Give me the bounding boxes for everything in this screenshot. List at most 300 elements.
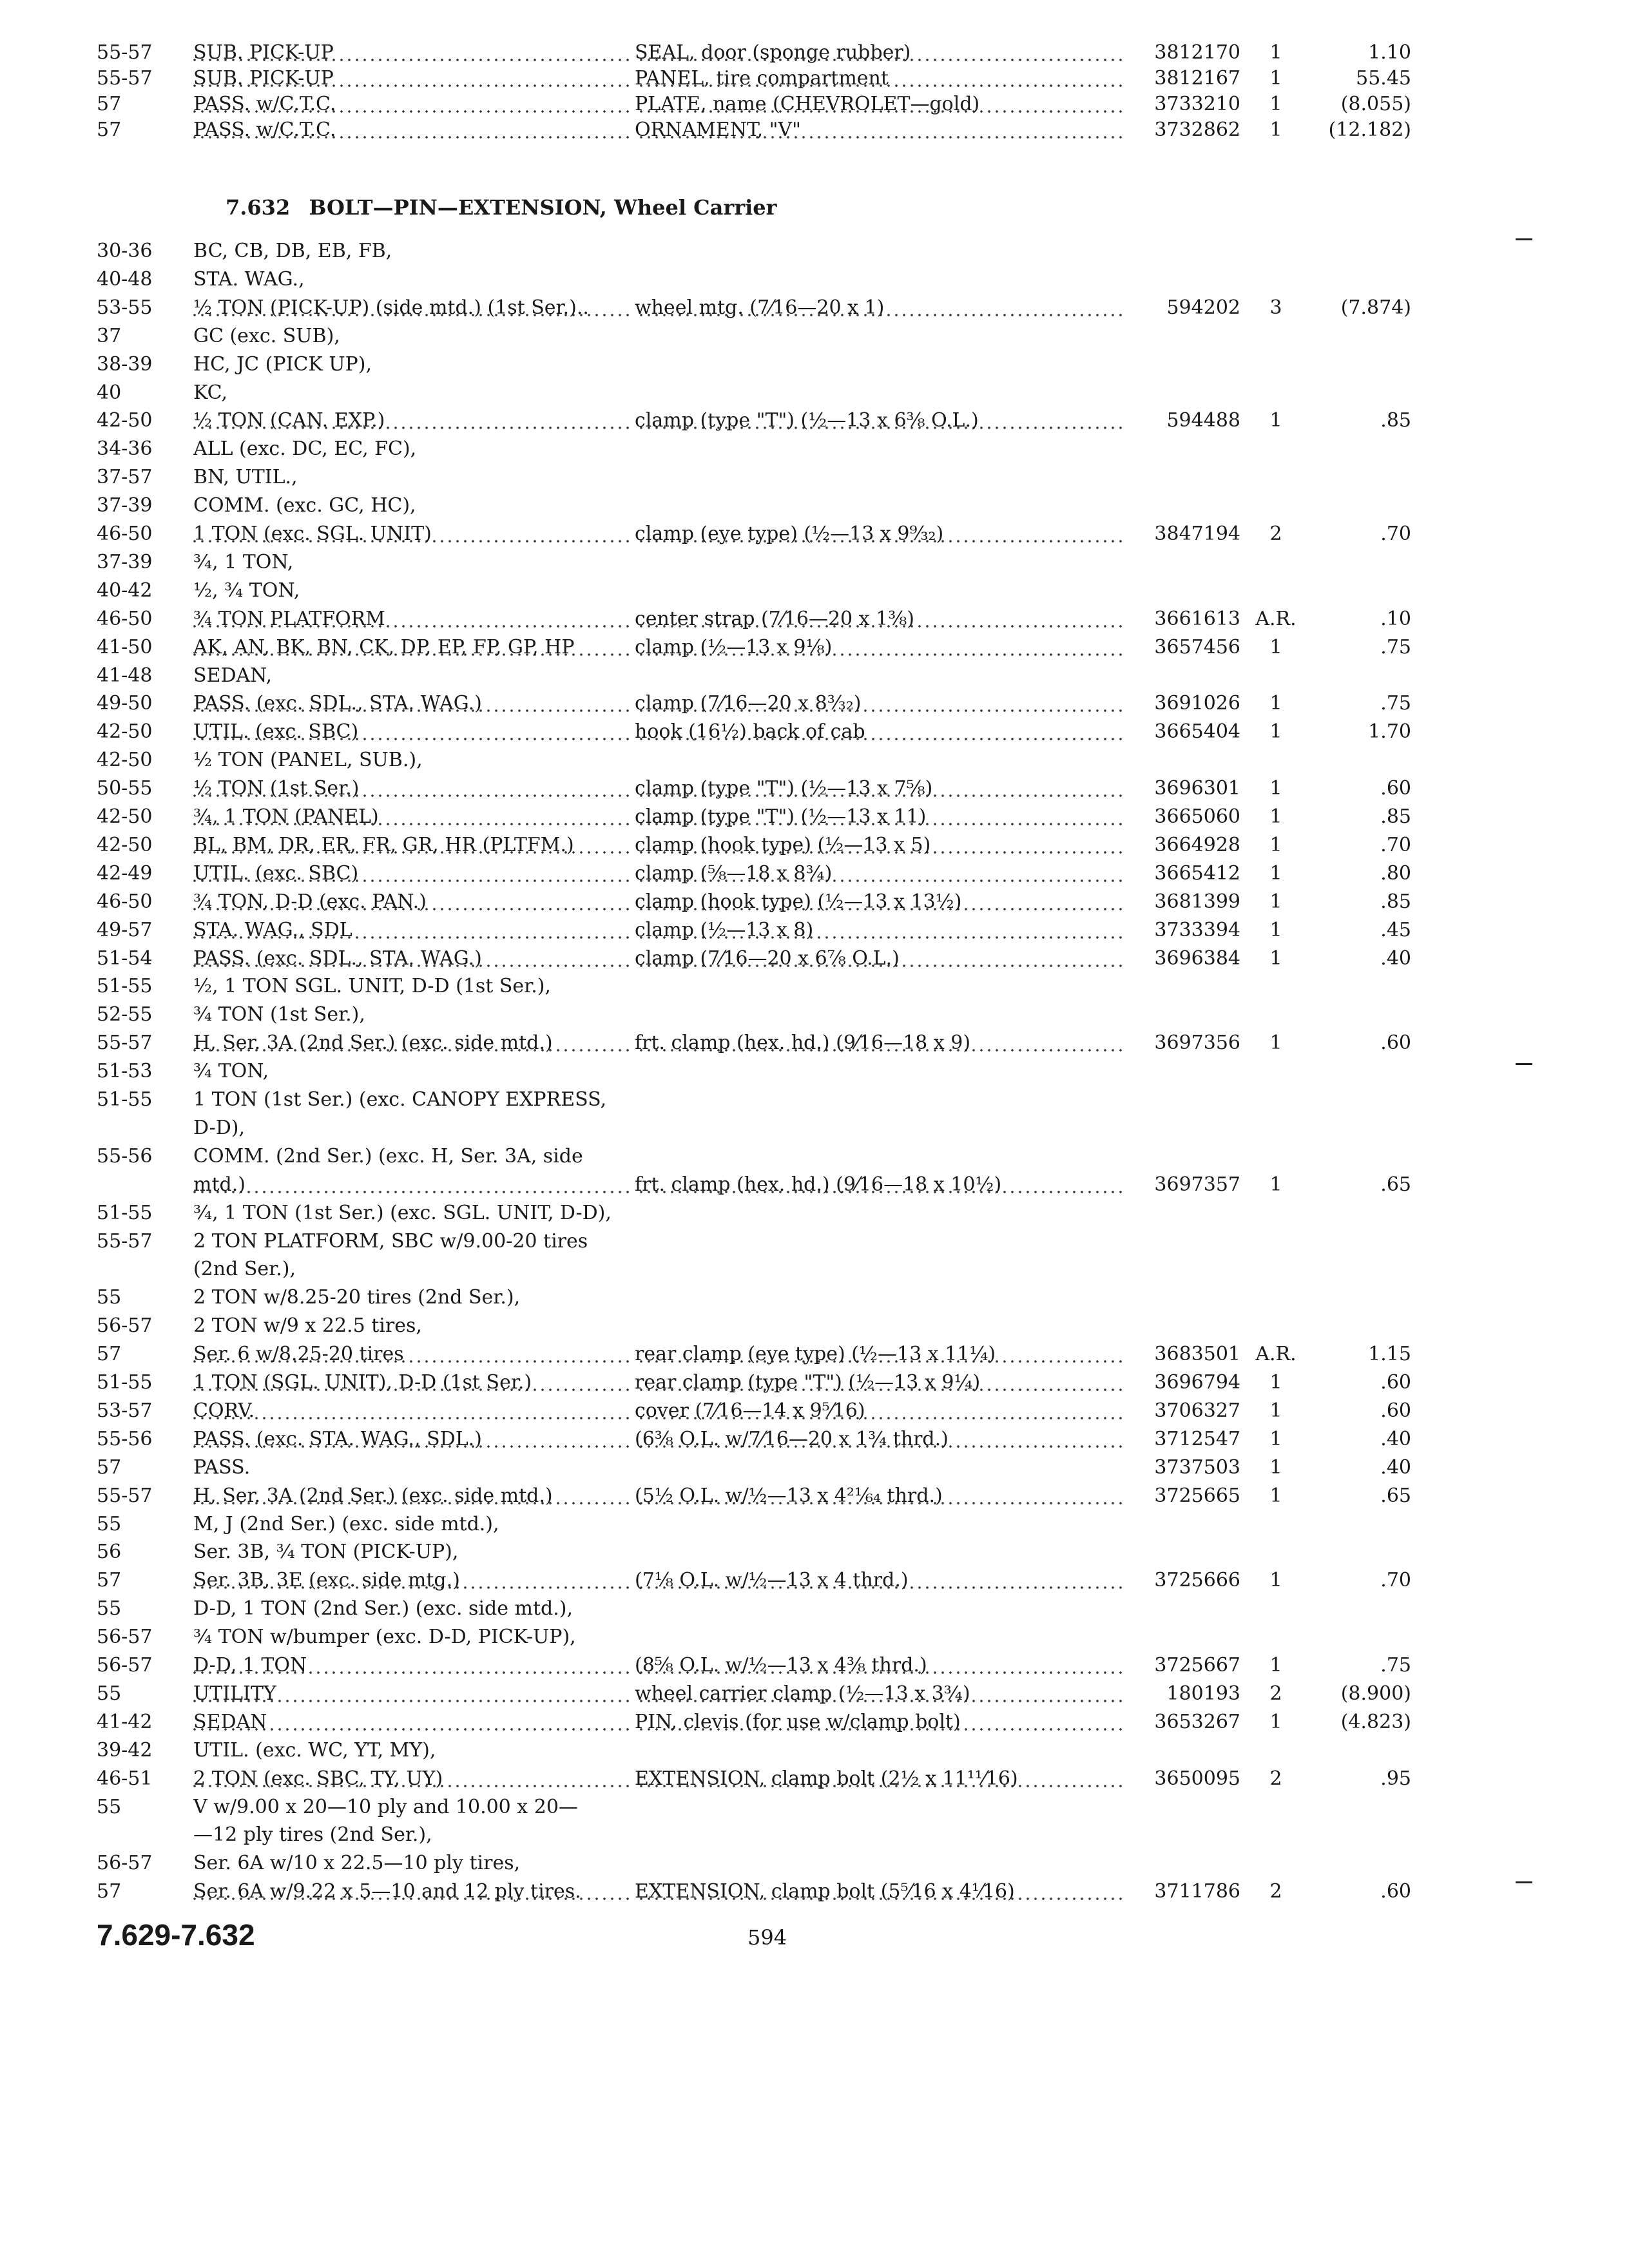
application-cell: HC, JC (PICK UP), <box>193 352 372 376</box>
table-row <box>0 294 1629 322</box>
quantity-cell: 1 <box>1269 1371 1282 1394</box>
years-cell: 57 <box>97 93 122 115</box>
application-cell: Ser. 6A w/10 x 22.5—10 ply tires, <box>193 1852 521 1875</box>
application-cell: ¾, 1 TON, <box>193 550 294 573</box>
table-row <box>0 265 1629 294</box>
part-number-cell: 3732862 <box>1154 119 1240 141</box>
table-row <box>0 116 1629 144</box>
application-cell: 2 TON (exc. SBC, TY, UY) <box>193 1765 631 1793</box>
quantity-cell: 1 <box>1269 1710 1282 1733</box>
price-cell: .65 <box>1380 1173 1411 1196</box>
years-cell: 57 <box>97 1880 122 1903</box>
years-cell: 51-53 <box>97 1060 153 1083</box>
application-cell: 1 TON (exc. SGL. UNIT) <box>193 520 631 548</box>
price-cell: .70 <box>1380 833 1411 856</box>
description-cell: frt. clamp (hex. hd.) (9⁄16—18 x 10½) <box>635 1171 1124 1199</box>
table-row <box>0 322 1629 351</box>
quantity-cell: 1 <box>1269 1427 1282 1450</box>
table-row <box>0 1283 1629 1312</box>
table-row <box>0 90 1629 119</box>
application-cell: UTIL. (exc. SBC) <box>193 860 631 888</box>
section-heading <box>226 195 776 220</box>
years-cell: 39-42 <box>97 1738 153 1762</box>
part-number-cell: 3812167 <box>1154 67 1240 90</box>
description-cell: EXTENSION, clamp bolt (5⁵⁄16 x 4¹⁄16) <box>635 1878 1124 1906</box>
table-row <box>0 746 1629 774</box>
application-cell: GC (exc. SUB), <box>193 324 340 347</box>
application-cell: Ser. 3B, 3E (exc. side mtg.) <box>193 1566 631 1595</box>
application-cell: BC, CB, DB, EB, FB, <box>193 240 392 262</box>
table-row <box>0 1878 1629 1906</box>
quantity-cell: 1 <box>1269 1456 1282 1479</box>
margin-mark <box>1516 1063 1532 1065</box>
quantity-cell: 1 <box>1269 1569 1282 1592</box>
table-row <box>0 1369 1629 1397</box>
years-cell: 42-50 <box>97 833 153 856</box>
part-number-cell: 180193 <box>1166 1682 1240 1705</box>
price-cell: .75 <box>1380 1654 1411 1677</box>
table-row <box>0 1821 1629 1849</box>
table-row <box>0 1454 1629 1482</box>
part-number-cell: 3664928 <box>1154 833 1240 856</box>
application-cell: STA. WAG., SDL <box>193 916 631 945</box>
years-cell: 38-39 <box>97 352 153 376</box>
footer-section-range: 7.629-7.632 <box>97 1918 255 1952</box>
application-cell: SUB. PICK-UP <box>193 64 631 93</box>
application-cell: STA. WAG., <box>193 267 305 291</box>
description-cell: center strap (7⁄16—20 x 1⅜) <box>635 605 1124 633</box>
part-number-cell: 3696384 <box>1154 947 1240 970</box>
years-cell: 55-56 <box>97 1427 153 1450</box>
price-cell: (8.900) <box>1340 1682 1411 1705</box>
price-cell: 55.45 <box>1356 67 1411 90</box>
years-cell: 30-36 <box>97 240 153 262</box>
application-cell: 2 TON w/8.25-20 tires (2nd Ser.), <box>193 1286 521 1309</box>
part-number-cell: 3653267 <box>1154 1710 1240 1733</box>
table-row <box>0 1029 1629 1057</box>
years-cell: 55-57 <box>97 1229 153 1253</box>
application-cell: Ser. 3B, ¾ TON (PICK-UP), <box>193 1541 459 1564</box>
application-cell: PASS. w/C.T.C. <box>193 90 631 119</box>
part-number-cell: 3737503 <box>1154 1456 1240 1479</box>
table-row <box>0 237 1629 265</box>
quantity-cell: 1 <box>1269 861 1282 885</box>
price-cell: .40 <box>1380 1427 1411 1450</box>
years-cell: 42-50 <box>97 805 153 828</box>
quantity-cell: 1 <box>1269 1484 1282 1507</box>
table-row <box>0 1425 1629 1454</box>
quantity-cell: 1 <box>1269 1173 1282 1196</box>
table-row <box>0 803 1629 831</box>
application-cell: ½ TON (PICK-UP) (side mtd.) (1st Ser.).. <box>193 294 631 322</box>
quantity-cell: 1 <box>1269 947 1282 970</box>
part-number-cell: 3661613 <box>1154 607 1240 630</box>
price-cell: 1.70 <box>1368 720 1411 744</box>
description-cell: PANEL, tire compartment <box>635 64 1124 93</box>
description-cell: frt. clamp (hex. hd.) (9⁄16—18 x 9) <box>635 1029 1124 1057</box>
margin-mark <box>1516 1881 1532 1883</box>
application-cell: ¾ TON, <box>193 1060 269 1083</box>
years-cell: 56-57 <box>97 1314 153 1338</box>
table-row <box>0 1001 1629 1029</box>
application-cell: D-D), <box>193 1116 246 1139</box>
years-cell: 55-56 <box>97 1144 153 1168</box>
application-cell: ¾ TON (1st Ser.), <box>193 1003 365 1026</box>
application-cell: ¾, 1 TON (1st Ser.) (exc. SGL. UNIT, D-D), <box>193 1201 612 1224</box>
application-cell: SEDAN, <box>193 664 273 687</box>
table-row <box>0 916 1629 945</box>
table-row <box>0 1538 1629 1566</box>
table-row <box>0 407 1629 435</box>
application-cell: SEDAN <box>193 1708 631 1736</box>
part-number-cell: 3733210 <box>1154 93 1240 115</box>
years-cell: 37-39 <box>97 494 153 517</box>
table-row <box>0 1255 1629 1283</box>
quantity-cell: 1 <box>1269 720 1282 744</box>
years-cell: 55-57 <box>97 1032 153 1055</box>
table-row <box>0 1227 1629 1256</box>
part-number-cell: 3697357 <box>1154 1173 1240 1196</box>
table-row <box>0 1510 1629 1539</box>
application-cell: 2 TON PLATFORM, SBC w/9.00-20 tires <box>193 1229 588 1253</box>
part-number-cell: 3733394 <box>1154 918 1240 941</box>
years-cell: 55 <box>97 1682 122 1705</box>
table-row <box>0 435 1629 463</box>
description-cell: clamp (7⁄16—20 x 8³⁄₃₂) <box>635 689 1124 718</box>
part-number-cell: 3706327 <box>1154 1399 1240 1422</box>
part-number-cell: 3683501 <box>1154 1343 1240 1366</box>
years-cell: 52-55 <box>97 1003 153 1026</box>
table-row <box>0 718 1629 746</box>
years-cell: 34-36 <box>97 437 153 461</box>
years-cell: 41-48 <box>97 664 153 687</box>
years-cell: 46-50 <box>97 890 153 913</box>
description-cell: (7⅛ O.L. w/½—13 x 4 thrd.) <box>635 1566 1124 1595</box>
application-cell: PASS. w/C.T.C. <box>193 116 631 144</box>
description-cell: clamp (hook type) (½—13 x 13½) <box>635 888 1124 916</box>
years-cell: 57 <box>97 1569 122 1592</box>
part-number-cell: 3725666 <box>1154 1569 1240 1592</box>
table-row <box>0 774 1629 803</box>
application-cell: 2 TON w/9 x 22.5 tires, <box>193 1314 422 1338</box>
table-row <box>0 1849 1629 1878</box>
price-cell: .65 <box>1380 1484 1411 1507</box>
description-cell: hook (16½) back of cab <box>635 718 1124 746</box>
part-number-cell: 3847194 <box>1154 523 1240 545</box>
part-number-cell: 3697356 <box>1154 1032 1240 1055</box>
years-cell: 53-57 <box>97 1399 153 1422</box>
years-cell: 40-42 <box>97 579 153 602</box>
table-row <box>0 888 1629 916</box>
description-cell: clamp (type "T") (½—13 x 6⅜ O.L.) <box>635 407 1124 435</box>
price-cell: .60 <box>1380 1032 1411 1055</box>
description-cell: (8⅝ O.L. w/½—13 x 4⅜ thrd.) <box>635 1651 1124 1680</box>
quantity-cell: 3 <box>1269 296 1282 319</box>
table-row <box>0 605 1629 633</box>
years-cell: 40 <box>97 381 122 404</box>
years-cell: 56 <box>97 1541 122 1564</box>
price-cell: (8.055) <box>1340 93 1411 115</box>
years-cell: 51-54 <box>97 947 153 970</box>
years-cell: 42-50 <box>97 749 153 772</box>
description-cell: clamp (⅝—18 x 8¾) <box>635 860 1124 888</box>
application-cell: —12 ply tires (2nd Ser.), <box>193 1823 432 1847</box>
years-cell: 56-57 <box>97 1852 153 1875</box>
page-number: 594 <box>747 1925 787 1950</box>
years-cell: 37-57 <box>97 466 153 489</box>
price-cell: .10 <box>1380 607 1411 630</box>
price-cell: .80 <box>1380 861 1411 885</box>
years-cell: 46-50 <box>97 523 153 545</box>
price-cell: (7.874) <box>1340 296 1411 319</box>
table-row <box>0 1765 1629 1793</box>
years-cell: 55 <box>97 1286 122 1309</box>
table-row <box>0 831 1629 860</box>
years-cell: 55 <box>97 1512 122 1535</box>
table-row <box>0 520 1629 548</box>
application-cell: PASS. (exc. SDL., STA. WAG.) <box>193 945 631 973</box>
quantity-cell: 1 <box>1269 805 1282 828</box>
quantity-cell: A.R. <box>1255 1343 1296 1366</box>
years-cell: 55 <box>97 1597 122 1620</box>
part-number-cell: 594488 <box>1166 409 1240 432</box>
years-cell: 49-57 <box>97 918 153 941</box>
part-number-cell: 3665412 <box>1154 861 1240 885</box>
years-cell: 37-39 <box>97 550 153 573</box>
price-cell: .75 <box>1380 635 1411 658</box>
part-number-cell: 3665060 <box>1154 805 1240 828</box>
description-cell: (5½ O.L. w/½—13 x 4²¹⁄₆₄ thrd.) <box>635 1482 1124 1510</box>
price-cell: .70 <box>1380 1569 1411 1592</box>
years-cell: 42-50 <box>97 409 153 432</box>
application-cell: ½ TON (1st Ser.) <box>193 774 631 803</box>
table-row <box>0 1312 1629 1340</box>
quantity-cell: 1 <box>1269 890 1282 913</box>
price-cell: 1.15 <box>1368 1343 1411 1366</box>
application-cell: D-D, 1 TON <box>193 1651 631 1680</box>
part-number-cell: 3650095 <box>1154 1767 1240 1790</box>
table-row <box>0 1114 1629 1142</box>
table-row <box>0 972 1629 1001</box>
table-row <box>0 1086 1629 1114</box>
years-cell: 56-57 <box>97 1654 153 1677</box>
price-cell: .95 <box>1380 1767 1411 1790</box>
quantity-cell: 2 <box>1269 1880 1282 1903</box>
quantity-cell: 1 <box>1269 777 1282 800</box>
quantity-cell: 2 <box>1269 523 1282 545</box>
description-cell: clamp (7⁄16—20 x 6⅞ O.L.) <box>635 945 1124 973</box>
application-cell: Ser. 6 w/8.25-20 tires <box>193 1340 631 1369</box>
section-number: 7.632 <box>226 195 291 220</box>
table-row <box>0 463 1629 492</box>
price-cell: .60 <box>1380 777 1411 800</box>
years-cell: 56-57 <box>97 1626 153 1649</box>
description-cell: EXTENSION, clamp bolt (2½ x 11¹¹⁄16) <box>635 1765 1124 1793</box>
price-cell: .70 <box>1380 523 1411 545</box>
table-row <box>0 860 1629 888</box>
table-row <box>0 1651 1629 1680</box>
description-cell: clamp (type "T") (½—13 x 11) <box>635 803 1124 831</box>
years-cell: 46-50 <box>97 607 153 630</box>
application-cell: BN, UTIL., <box>193 466 298 489</box>
application-cell: H, Ser. 3A (2nd Ser.) (exc. side mtd.) <box>193 1029 631 1057</box>
table-row <box>0 1397 1629 1425</box>
price-cell: .60 <box>1380 1880 1411 1903</box>
price-cell: .60 <box>1380 1399 1411 1422</box>
part-number-cell: 3657456 <box>1154 635 1240 658</box>
description-cell: wheel carrier clamp (½—13 x 3¾) <box>635 1680 1124 1708</box>
application-cell: KC, <box>193 381 228 404</box>
section-title: BOLT—PIN—EXTENSION, <box>309 195 607 220</box>
price-cell: .40 <box>1380 947 1411 970</box>
years-cell: 55 <box>97 1795 122 1818</box>
table-row <box>0 1623 1629 1651</box>
application-cell: ALL (exc. DC, EC, FC), <box>193 437 417 461</box>
quantity-cell: A.R. <box>1255 607 1296 630</box>
price-cell: (12.182) <box>1328 119 1411 141</box>
description-cell: clamp (hook type) (½—13 x 5) <box>635 831 1124 860</box>
years-cell: 51-55 <box>97 1201 153 1224</box>
description-cell: PIN, clevis (for use w/clamp bolt) <box>635 1708 1124 1736</box>
years-cell: 49-50 <box>97 692 153 715</box>
description-cell: wheel mtg. (7⁄16—20 x 1) <box>635 294 1124 322</box>
description-cell: clamp (½—13 x 9⅛) <box>635 633 1124 662</box>
table-row <box>0 379 1629 407</box>
application-cell: 1 TON (SGL. UNIT), D-D (1st Ser.) <box>193 1369 631 1397</box>
application-cell: M, J (2nd Ser.) (exc. side mtd.), <box>193 1512 499 1535</box>
table-row <box>0 1199 1629 1227</box>
part-number-cell: 3812170 <box>1154 41 1240 64</box>
application-cell: PASS. (exc. STA. WAG., SDL.) <box>193 1425 631 1454</box>
table-row <box>0 492 1629 520</box>
margin-mark <box>1516 238 1532 240</box>
description-cell: rear clamp (eye type) (½—13 x 11¼) <box>635 1340 1124 1369</box>
description-cell: clamp (type "T") (½—13 x 7⅝) <box>635 774 1124 803</box>
application-cell: 1 TON (1st Ser.) (exc. CANOPY EXPRESS, <box>193 1088 607 1111</box>
part-number-cell: 3725667 <box>1154 1654 1240 1677</box>
table-row <box>0 1595 1629 1623</box>
quantity-cell: 1 <box>1269 635 1282 658</box>
application-cell: ¾ TON PLATFORM <box>193 605 631 633</box>
table-row <box>0 662 1629 690</box>
quantity-cell: 1 <box>1269 1399 1282 1422</box>
years-cell: 51-55 <box>97 975 153 998</box>
part-number-cell: 3681399 <box>1154 890 1240 913</box>
table-row <box>0 1566 1629 1595</box>
application-cell: mtd.) <box>193 1171 631 1199</box>
years-cell: 40-48 <box>97 267 153 291</box>
part-number-cell: 3711786 <box>1154 1880 1240 1903</box>
description-cell: clamp (eye type) (½—13 x 9⁹⁄₃₂) <box>635 520 1124 548</box>
years-cell: 55-57 <box>97 1484 153 1507</box>
application-cell: COMM. (2nd Ser.) (exc. H, Ser. 3A, side <box>193 1144 583 1168</box>
years-cell: 57 <box>97 1456 122 1479</box>
application-cell: PASS. <box>193 1456 251 1479</box>
application-cell: D-D, 1 TON (2nd Ser.) (exc. side mtd.), <box>193 1597 574 1620</box>
years-cell: 42-49 <box>97 861 153 885</box>
quantity-cell: 1 <box>1269 67 1282 90</box>
price-cell: .40 <box>1380 1456 1411 1479</box>
part-number-cell: 3725665 <box>1154 1484 1240 1507</box>
price-cell: .85 <box>1380 409 1411 432</box>
section-subtitle: Wheel Carrier <box>613 195 777 220</box>
description-cell: (6⅜ O.L. w/7⁄16—20 x 1¾ thrd.) <box>635 1425 1124 1454</box>
years-cell: 42-50 <box>97 720 153 744</box>
years-cell: 46-51 <box>97 1767 153 1790</box>
table-row <box>0 1142 1629 1171</box>
years-cell: 53-55 <box>97 296 153 319</box>
application-cell: UTIL. (exc. WC, YT, MY), <box>193 1738 436 1762</box>
price-cell: .75 <box>1380 692 1411 715</box>
table-row <box>0 39 1629 67</box>
part-number-cell: 3712547 <box>1154 1427 1240 1450</box>
table-row <box>0 689 1629 718</box>
description-cell: rear clamp (type "T") (½—13 x 9¼) <box>635 1369 1124 1397</box>
application-cell: H, Ser. 3A (2nd Ser.) (exc. side mtd.) <box>193 1482 631 1510</box>
application-cell: ½, ¾ TON, <box>193 579 300 602</box>
part-number-cell: 594202 <box>1166 296 1240 319</box>
price-cell: .85 <box>1380 890 1411 913</box>
quantity-cell: 1 <box>1269 409 1282 432</box>
table-row <box>0 633 1629 662</box>
application-cell: UTILITY <box>193 1680 631 1708</box>
quantity-cell: 1 <box>1269 1032 1282 1055</box>
table-row <box>0 351 1629 379</box>
part-number-cell: 3696301 <box>1154 777 1240 800</box>
quantity-cell: 1 <box>1269 1654 1282 1677</box>
part-number-cell: 3691026 <box>1154 692 1240 715</box>
description-cell: ORNAMENT, "V" <box>635 116 1124 144</box>
years-cell: 57 <box>97 119 122 141</box>
years-cell: 41-50 <box>97 635 153 658</box>
quantity-cell: 1 <box>1269 93 1282 115</box>
price-cell: .60 <box>1380 1371 1411 1394</box>
description-cell: SEAL, door (sponge rubber) <box>635 39 1124 67</box>
application-cell: ½ TON (PANEL, SUB.), <box>193 749 423 772</box>
years-cell: 50-55 <box>97 777 153 800</box>
table-row <box>0 64 1629 93</box>
application-cell: Ser. 6A w/9.22 x 5—10 and 12 ply tires. <box>193 1878 631 1906</box>
quantity-cell: 1 <box>1269 119 1282 141</box>
quantity-cell: 1 <box>1269 918 1282 941</box>
table-row <box>0 1680 1629 1708</box>
table-row <box>0 1708 1629 1736</box>
part-number-cell: 3665404 <box>1154 720 1240 744</box>
table-row <box>0 1057 1629 1086</box>
years-cell: 51-55 <box>97 1088 153 1111</box>
description-cell: clamp (½—13 x 8) <box>635 916 1124 945</box>
application-cell: SUB. PICK-UP <box>193 39 631 67</box>
description-cell: PLATE, name (CHEVROLET—gold) <box>635 90 1124 119</box>
application-cell: ¾, 1 TON (PANEL) <box>193 803 631 831</box>
application-cell: AK, AN, BK, BN, CK, DP, EP, FP, GP, HP <box>193 633 631 662</box>
table-row <box>0 548 1629 577</box>
table-row <box>0 577 1629 605</box>
price-cell: .45 <box>1380 918 1411 941</box>
table-row <box>0 1736 1629 1765</box>
price-cell: .85 <box>1380 805 1411 828</box>
quantity-cell: 1 <box>1269 692 1282 715</box>
application-cell: COMM. (exc. GC, HC), <box>193 494 416 517</box>
table-row <box>0 1171 1629 1199</box>
price-cell: 1.10 <box>1368 41 1411 64</box>
application-cell: V w/9.00 x 20—10 ply and 10.00 x 20— <box>193 1795 578 1818</box>
quantity-cell: 2 <box>1269 1767 1282 1790</box>
years-cell: 55-57 <box>97 67 153 90</box>
years-cell: 51-55 <box>97 1371 153 1394</box>
years-cell: 41-42 <box>97 1710 153 1733</box>
application-cell: PASS. (exc. SDL., STA. WAG.) <box>193 689 631 718</box>
